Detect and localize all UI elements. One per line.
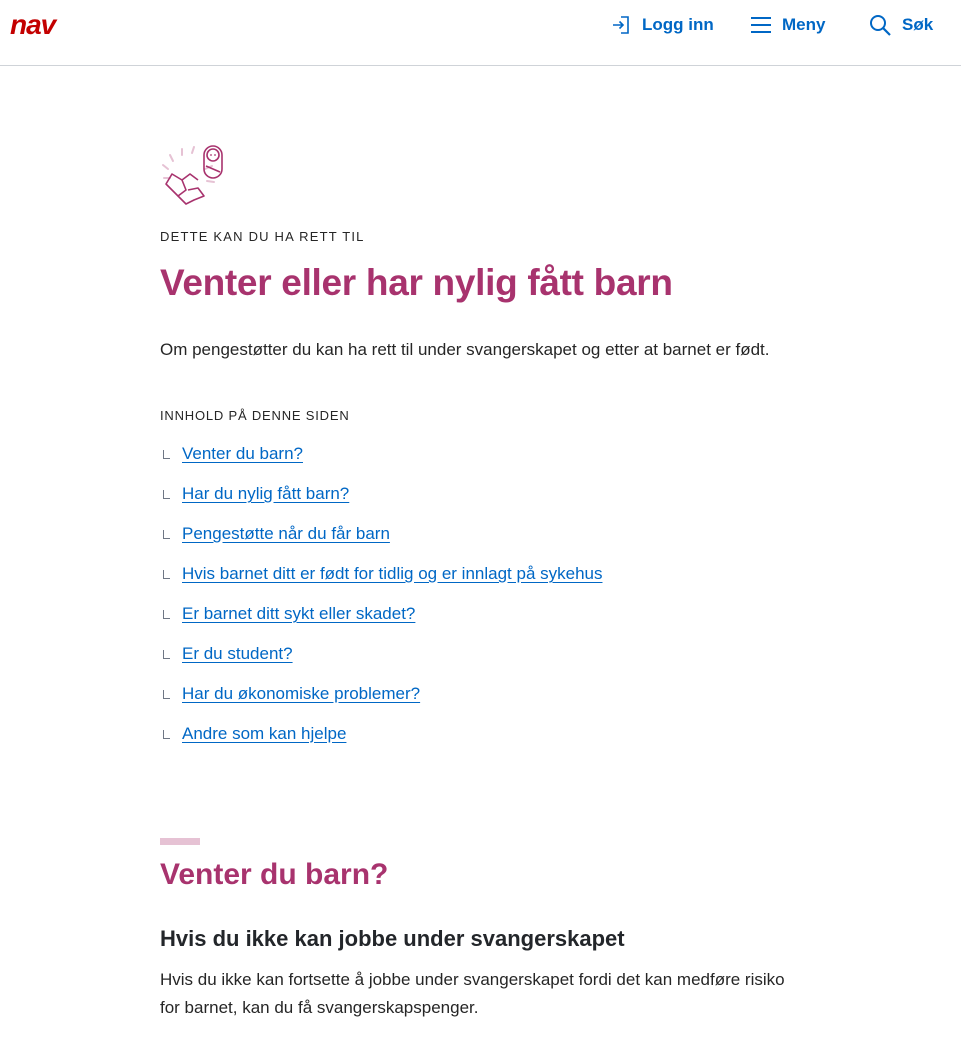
search-button[interactable] bbox=[868, 10, 933, 40]
toc-arrow-icon bbox=[160, 724, 182, 744]
toc-link-venter-du-barn[interactable]: Venter du barn? bbox=[182, 444, 303, 463]
hamburger-menu-icon bbox=[750, 14, 772, 36]
baby-illustration-icon bbox=[160, 144, 226, 210]
page-eyebrow: DETTE KAN DU HA RETT TIL bbox=[160, 229, 365, 244]
toc-item bbox=[160, 444, 602, 484]
nav-logo[interactable]: nav bbox=[10, 9, 56, 40]
toc-item bbox=[160, 724, 602, 764]
toc-link-fodt-for-tidlig[interactable]: Hvis barnet ditt er født for tidlig og er innlagt på sykehus bbox=[182, 564, 603, 583]
toc-arrow-icon bbox=[160, 564, 182, 584]
menu-label: Meny bbox=[782, 15, 826, 34]
toc-link-nylig-fatt-barn[interactable]: Har du nylig fått barn? bbox=[182, 484, 350, 503]
toc-heading: INNHOLD PÅ DENNE SIDEN bbox=[160, 408, 350, 423]
toc-item bbox=[160, 564, 602, 604]
toc-link-student[interactable]: Er du student? bbox=[182, 644, 293, 663]
search-label: Søk bbox=[902, 15, 934, 34]
toc-arrow-icon bbox=[160, 644, 182, 664]
menu-button[interactable] bbox=[750, 10, 825, 40]
toc-link-pengestotte[interactable]: Pengestøtte når du får barn bbox=[182, 524, 390, 543]
search-icon bbox=[868, 13, 892, 37]
section-title: Venter du barn? bbox=[160, 858, 389, 891]
toc-arrow-icon bbox=[160, 524, 182, 544]
site-header bbox=[0, 0, 961, 66]
login-label: Logg inn bbox=[642, 15, 714, 34]
page-ingress: Om pengestøtter du kan ha rett til under svangerskapet og etter at barnet er født. bbox=[160, 340, 770, 359]
toc-item bbox=[160, 484, 602, 524]
toc-arrow-icon bbox=[160, 604, 182, 624]
page-title: Venter eller har nylig fått barn bbox=[160, 262, 673, 303]
toc-item bbox=[160, 604, 602, 644]
login-button[interactable] bbox=[610, 10, 714, 40]
toc-item bbox=[160, 644, 602, 684]
subsection-title: Hvis du ikke kan jobbe under svangerskapet bbox=[160, 926, 625, 951]
toc-item bbox=[160, 524, 602, 564]
toc-link-andre-som-kan-hjelpe[interactable]: Andre som kan hjelpe bbox=[182, 724, 347, 743]
login-icon bbox=[610, 14, 632, 36]
section-accent-bar bbox=[160, 838, 200, 845]
toc-arrow-icon bbox=[160, 684, 182, 704]
table-of-contents bbox=[160, 444, 602, 764]
body-paragraph: Hvis du ikke kan fortsette å jobbe under svangerskapet fordi det kan medføre risiko for barnet, kan du få svangerskapspenger. bbox=[160, 970, 785, 1017]
toc-link-sykt-eller-skadet[interactable]: Er barnet ditt sykt eller skadet? bbox=[182, 604, 416, 623]
toc-link-okonomiske-problemer[interactable]: Har du økonomiske problemer? bbox=[182, 684, 421, 703]
toc-arrow-icon bbox=[160, 484, 182, 504]
toc-arrow-icon bbox=[160, 444, 182, 464]
toc-item bbox=[160, 684, 602, 724]
